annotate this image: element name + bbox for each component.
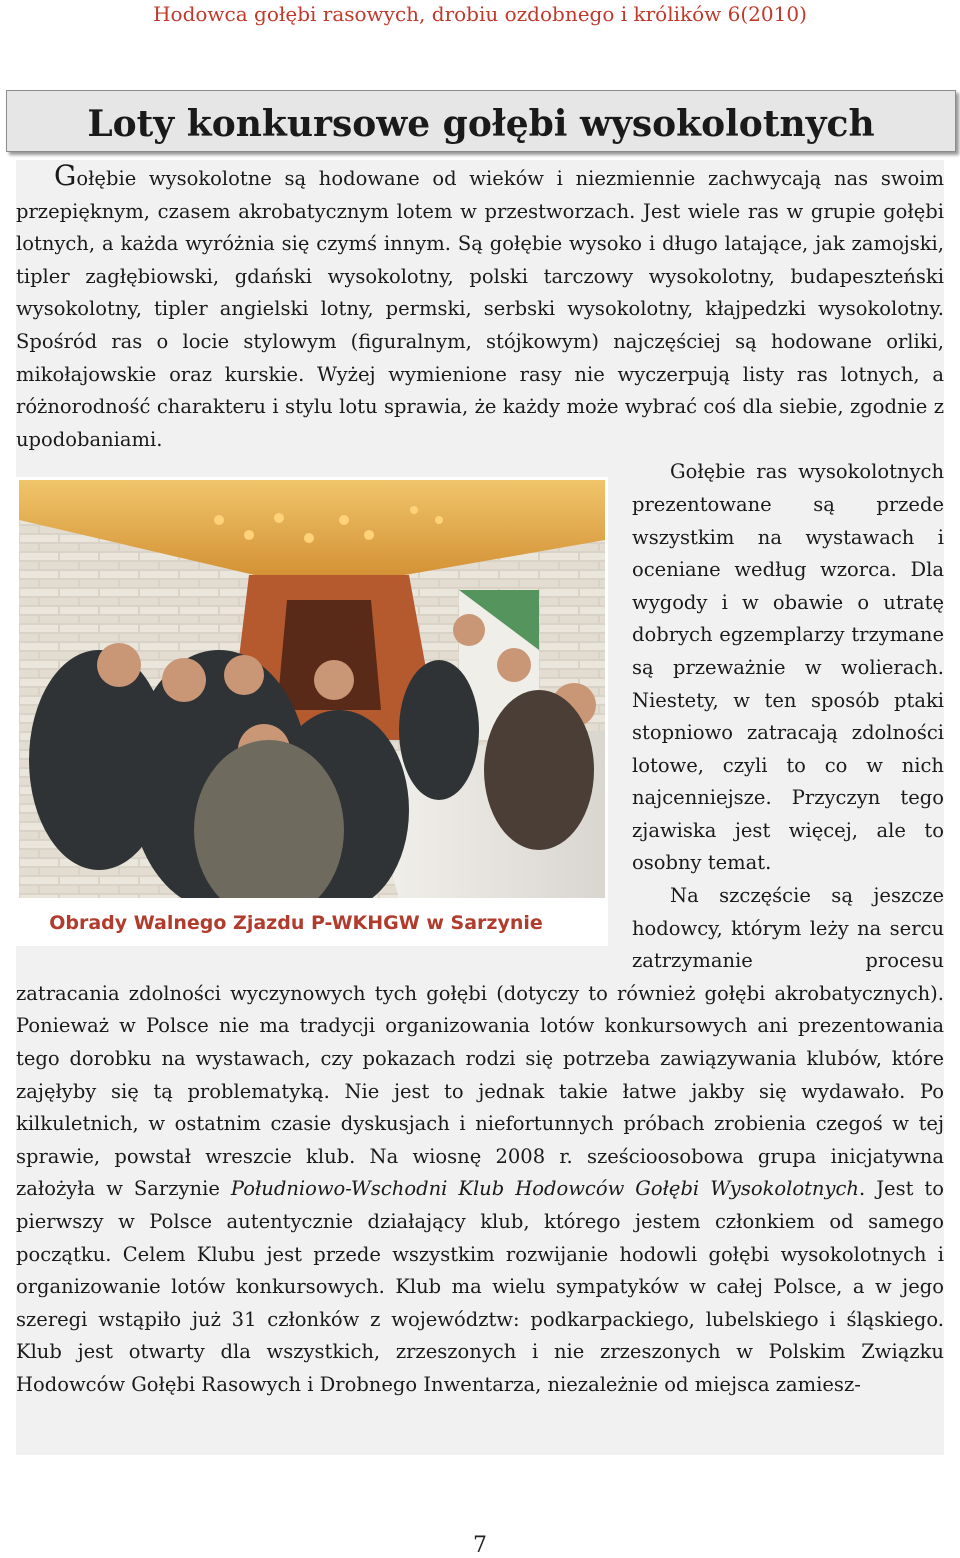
paragraph-1 — [16, 160, 944, 456]
page-number: 7 — [473, 1533, 487, 1558]
running-header: Hodowca gołębi rasowych, drobiu ozdobnego i królików 6(2010) — [153, 2, 807, 26]
title-bar — [6, 90, 956, 152]
article-title: Loty konkursowe gołębi wysokolotnych — [87, 103, 875, 145]
meeting-photo — [19, 480, 605, 898]
paragraph-3 — [16, 880, 944, 1402]
paragraph-1-lead: ołębie wysokolotne są hodowane od wieków i niezmiennie zachwycają nas swoim przepięknym, czasem akrobatycznym lotem w przestworzach. Jest wiele ras w grupie gołębi lotnych, a każda wyróżnia się czymś innym. Są gołębie wysoko i długo latające, jak zamojski, tipler zagłębiowski, gdański wysokolotny, polski tarczowy wysokolotny, budapeszteński wysokolotny, tipler angielski lotny, permski, serbski wysokolotny, kłajpedzki wysokolotny. Spośród ras o locie stylowym (figuralnym, stójkowym) najczęściej są hodowane orliki, mikołajowskie oraz kurskie. Wyżej wymienione rasy nie wyczerpują listy ras lotnych, a różnorodność charakteru i stylu lotu sprawia, że każdy może wybrać coś dla siebie, zgodnie z upodobaniami. — [16, 167, 944, 451]
paragraph-3-start: Na szczęście są jeszcze hodowcy, którym leży na sercu zatrzymanie procesu zatracania zdolności wyczynowych tych gołębi (dotyczy to również gołębi akrobatycznych). Ponieważ w Polsce nie ma tradycji organizowania lotów konkursowych ani prezentowania tego dorobku na wystawach, czy pokazach rodzi się potrzeba zawiązywania klubów, które zajęłyby się tą problematyką. Nie jest to jednak takie łatwe jakby się wydawało. Po kilkuletnich, w ostatnim czasie dyskusjach i niefortunnych próbach zrobienia czegoś w tej sprawie, powstał wreszcie klub. Na wiosnę 2008 r. sześcioosobowa grupa inicjatywna założyła w Sarzynie — [16, 884, 944, 1201]
article-body — [16, 160, 944, 1455]
paragraph-2: Gołębie ras wysokolotnych prezentowane są przede wszystkim na wystawach i oceniane według wzorca. Dla wygody i w obawie o utratę dobrych egzemplarzy trzymane są przeważnie w wolierach. Niestety, w ten sposób ptaki stopniowo zatracają zdolności lotowe, czyli to co w nich najcenniejsze. Przyczyn tego zjawiska jest więcej, ale to osobny temat. — [632, 460, 944, 875]
drop-cap: G — [54, 159, 77, 192]
photo-caption: Obrady Walnego Zjazdu P-WKHGW w Sarzynie — [49, 912, 543, 935]
photo-figure — [16, 477, 608, 946]
club-name: Południowo-Wschodni Klub Hodowców Gołębi Wysokolotnych — [230, 1177, 859, 1201]
paragraph-3-end: . Jest to pierwszy w Polsce autentycznie działający klub, którego jestem członkiem od samego początku. Celem Klubu jest przede wszystkim rozwijanie hodowli gołębi wysokolotnych i organizowanie lotów konkursowych. Klub ma wielu sympatyków w całej Polsce, a w jego szeregi wstąpiło już 31 członków z województw: podkarpackiego, lubelskiego i śląskiego. Klub jest otwarty dla wszystkich, zrzeszonych i nie zrzeszonych w Polskim Związku Hodowców Gołębi Rasowych i Drobnego Inwentarza, niezależnie od miejsca zamiesz- — [16, 1177, 945, 1396]
